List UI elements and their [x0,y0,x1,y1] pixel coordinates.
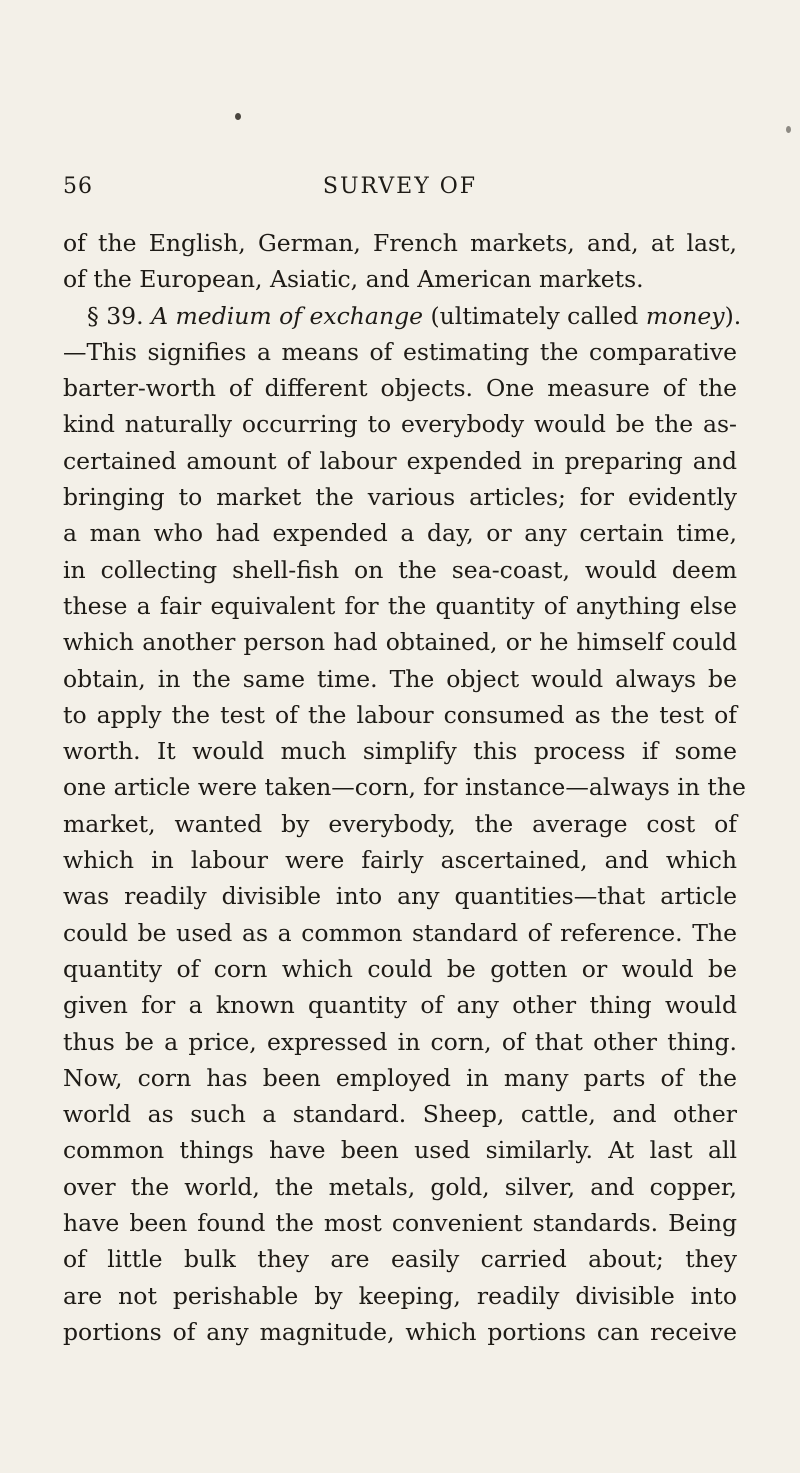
section-number: § 39. [87,301,152,330]
text-line: one article were taken—corn, for instance—always in the [63,773,746,802]
text-line: common things have been used similarly. At last all [63,1136,737,1165]
heading-note-close: ). [724,301,742,330]
text-line: barter-worth of different objects. One measure of the [63,374,737,403]
text-line: given for a known quantity of any other thing would [63,991,737,1020]
text-line: kind naturally occurring to everybody would be the as- [63,410,737,439]
text-line: quantity of corn which could be gotten or would be [63,954,737,983]
text-line: could be used as a common standard of reference. The [63,918,737,947]
text-line: of the European, Asiatic, and American markets. [63,265,644,294]
running-head [63,174,737,206]
text-line: over the world, the metals, gold, silver, and copper, [63,1172,737,1201]
text-line: Now, corn has been employed in many parts of the [63,1063,737,1092]
ink-speck [235,113,241,120]
heading-note: (ultimately called [423,301,646,330]
text-line: have been found the most convenient standards. Being [63,1209,737,1238]
text-line: which in labour were fairly ascertained, and which [63,846,737,875]
text-line: certained amount of labour expended in preparing and [63,446,737,475]
text-line: was readily divisible into any quantities—that article [63,882,737,911]
text-line: which another person had obtained, or he himself could [63,628,737,657]
text-line: these a fair equivalent for the quantity of anything else [63,591,737,620]
body-text [63,225,746,1350]
text-line: a man who had expended a day, or any certain time, [63,519,737,548]
text-line: to apply the test of the labour consumed as the test of [63,700,737,729]
text-line: are not perishable by keeping, readily divisible into [63,1281,737,1310]
ink-speck [786,126,791,133]
section-heading-line [63,298,742,334]
running-title: SURVEY OF [322,174,478,199]
text-line: of little bulk they are easily carried about; they [63,1245,737,1274]
text-line: market, wanted by everybody, the average cost of [63,809,737,838]
text-line: bringing to market the various articles; for evidently [63,483,737,512]
text-line: —This signifies a means of estimating the comparative [63,337,737,366]
heading-note-term: money [645,301,725,330]
text-line: worth. It would much simplify this process if some [63,737,737,766]
text-line: portions of any magnitude, which portions can receive [63,1317,737,1346]
text-line: world as such a standard. Sheep, cattle, and other [63,1100,737,1129]
page-number: 56 [63,174,93,199]
section-heading: A medium of exchange [151,301,424,330]
text-line: thus be a price, expressed in corn, of that other thing. [63,1027,737,1056]
text-line: in collecting shell-fish on the sea-coast, would deem [63,555,737,584]
text-line: of the English, German, French markets, and, at last, [63,229,737,257]
text-line: obtain, in the same time. The object would always be [63,664,737,693]
